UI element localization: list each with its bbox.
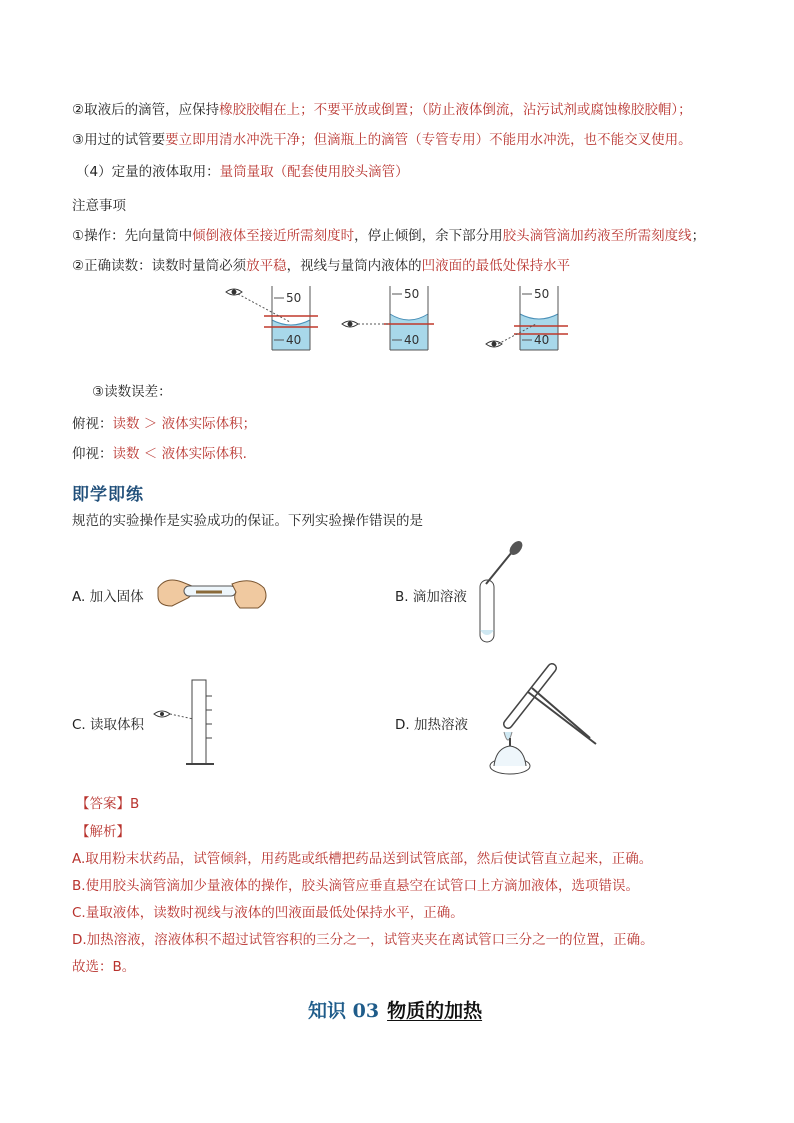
reading-look-up: 仰视：读数 ＜ 液体实际体积. [72, 446, 247, 462]
attention-heading: 注意事项 [72, 198, 126, 214]
option-a: A. 加入固体 [72, 589, 144, 605]
scale-mark-50: 50 [286, 291, 302, 305]
practice-question: 规范的实验操作是实验成功的保证。下列实验操作错误的是 [72, 513, 423, 529]
option-c: C. 读取体积 [72, 717, 145, 733]
note-reading: ②正确读数：读数时量筒必须放平稳，视线与量筒内液体的凹液面的最低处保持水平 [72, 258, 571, 274]
section-title: 物质的加热 [387, 1000, 483, 1022]
note-dropper-2: ②取液后的滴管，应保持橡胶胶帽在上；不要平放或倒置；（防止液体倒流，沾污试剂或腐蚀橡胶胶帽）； [72, 102, 692, 118]
analysis-d: D.加热溶液，溶液体积不超过试管容积的三分之一，试管夹夹在离试管口三分之一的位置，正确。 [72, 932, 654, 948]
scale-mark-40: 40 [404, 333, 420, 347]
analysis-tag: 【解析】 [76, 824, 130, 840]
option-d-image [478, 662, 600, 782]
option-b-image [468, 540, 528, 646]
scale-mark-40: 40 [286, 333, 302, 347]
option-b: B. 滴加溶液 [395, 589, 467, 605]
practice-title: 即学即练 [72, 485, 144, 505]
cylinder-diagram-look-up [484, 284, 584, 354]
analysis-c: C.量取液体，读数时视线与液体的凹液面最低处保持水平，正确。 [72, 905, 464, 921]
scale-mark-50: 50 [534, 287, 550, 301]
option-c-image [152, 676, 222, 770]
option-a-image [152, 570, 272, 616]
reading-look-down: 俯视：读数 ＞ 液体实际体积； [72, 416, 257, 432]
scale-mark-40: 40 [534, 333, 550, 347]
cylinder-diagram-look-down [222, 284, 322, 354]
conclusion: 故选：B。 [72, 959, 136, 975]
section-number: 知识 03 [308, 1000, 380, 1022]
note-item4: （4）定量的液体取用：量筒量取（配套使用胶头滴管） [76, 164, 409, 180]
reading-error-title: ③读数误差： [92, 384, 172, 400]
scale-mark-50: 50 [404, 287, 420, 301]
analysis-b: B.使用胶头滴管滴加少量液体的操作，胶头滴管应垂直悬空在试管口上方滴加液体，选项错误。 [72, 878, 640, 894]
section-heading-03 [308, 996, 482, 1023]
cylinder-diagram-level [340, 284, 440, 354]
note-dropper-3: ③用过的试管要要立即用清水冲洗干净；但滴瓶上的滴管（专管专用）不能用水冲洗，也不能交叉使用。 [72, 132, 692, 148]
note-operation: ①操作：先向量筒中倾倒液体至接近所需刻度时，停止倾倒，余下部分用胶头滴管滴加药液至所需刻度线； [72, 228, 706, 244]
answer-tag: 【答案】B [76, 796, 140, 812]
analysis-a: A.取用粉末状药品，试管倾斜，用药匙或纸槽把药品送到试管底部，然后使试管直立起来，正确。 [72, 851, 653, 867]
option-d: D. 加热溶液 [395, 717, 468, 733]
